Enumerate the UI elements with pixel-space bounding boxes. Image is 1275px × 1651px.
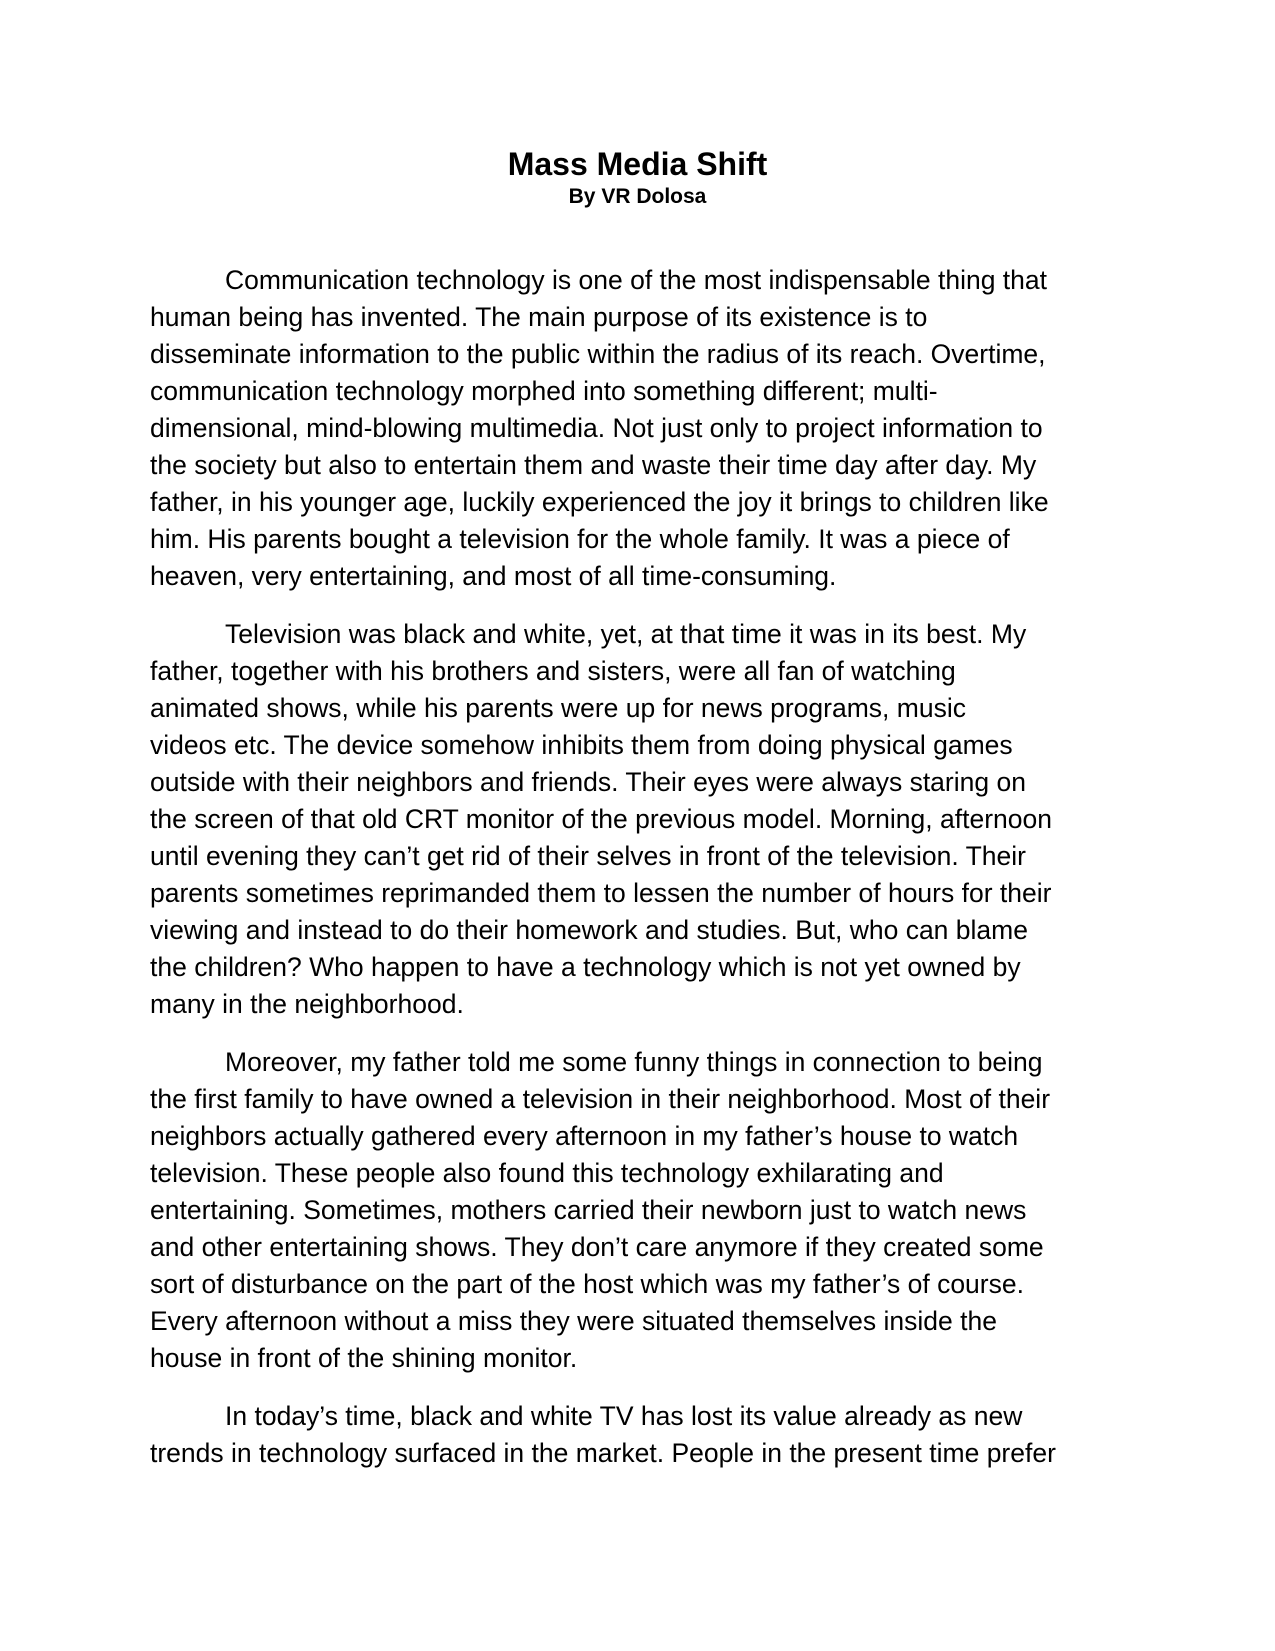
paragraph-2 bbox=[150, 616, 1110, 1023]
paragraph-line: trends in technology surfaced in the market. People in the present time prefer bbox=[150, 1438, 1056, 1468]
paragraph-line: parents sometimes reprimanded them to lessen the number of hours for their bbox=[150, 878, 1052, 908]
paragraph-line: television. These people also found this technology exhilarating and bbox=[150, 1158, 944, 1188]
document-title: Mass Media Shift bbox=[507, 146, 768, 182]
paragraph-line: sort of disturbance on the part of the host which was my father’s of course. bbox=[150, 1269, 1024, 1299]
document-body bbox=[150, 262, 1110, 1493]
paragraph-line: the children? Who happen to have a technology which is not yet owned by bbox=[150, 952, 1021, 982]
paragraph-line: the society but also to entertain them and waste their time day after day. My bbox=[150, 450, 1037, 480]
paragraph-line: animated shows, while his parents were up for news programs, music bbox=[150, 693, 966, 723]
paragraph-line: videos etc. The device somehow inhibits them from doing physical games bbox=[150, 730, 1013, 760]
paragraph-line: disseminate information to the public within the radius of its reach. Overtime, bbox=[150, 339, 1046, 369]
paragraph-line: Moreover, my father told me some funny things in connection to being bbox=[225, 1047, 1043, 1077]
paragraph-line: heaven, very entertaining, and most of all time-consuming. bbox=[150, 561, 837, 591]
paragraph-line: Communication technology is one of the most indispensable thing that bbox=[225, 265, 1047, 295]
paragraph-line: In today’s time, black and white TV has lost its value already as new bbox=[225, 1401, 1023, 1431]
paragraph-line: many in the neighborhood. bbox=[150, 989, 464, 1019]
paragraph-line: Television was black and white, yet, at that time it was in its best. My bbox=[225, 619, 1027, 649]
paragraph-line: and other entertaining shows. They don’t care anymore if they created some bbox=[150, 1232, 1044, 1262]
paragraph-4 bbox=[150, 1398, 1110, 1472]
paragraph-1 bbox=[150, 262, 1110, 595]
document-byline: By VR Dolosa bbox=[568, 185, 707, 208]
paragraph-3 bbox=[150, 1044, 1110, 1377]
paragraph-line: father, together with his brothers and sisters, were all fan of watching bbox=[150, 656, 956, 686]
paragraph-line: entertaining. Sometimes, mothers carried their newborn just to watch news bbox=[150, 1195, 1027, 1225]
paragraph-line: until evening they can’t get rid of their selves in front of the television. Their bbox=[150, 841, 1026, 871]
paragraph-line: communication technology morphed into something different; multi- bbox=[150, 376, 938, 406]
paragraph-line: viewing and instead to do their homework and studies. But, who can blame bbox=[150, 915, 1028, 945]
paragraph-line: neighbors actually gathered every afternoon in my father’s house to watch bbox=[150, 1121, 1019, 1151]
paragraph-line: him. His parents bought a television for the whole family. It was a piece of bbox=[150, 524, 1010, 554]
paragraph-line: the first family to have owned a television in their neighborhood. Most of their bbox=[150, 1084, 1051, 1114]
paragraph-line: house in front of the shining monitor. bbox=[150, 1343, 578, 1373]
paragraph-line: the screen of that old CRT monitor of the previous model. Morning, afternoon bbox=[150, 804, 1052, 834]
paragraph-line: Every afternoon without a miss they were situated themselves inside the bbox=[150, 1306, 997, 1336]
paragraph-line: outside with their neighbors and friends. Their eyes were always staring on bbox=[150, 767, 1026, 797]
paragraph-line: human being has invented. The main purpose of its existence is to bbox=[150, 302, 928, 332]
paragraph-line: dimensional, mind-blowing multimedia. Not just only to project information to bbox=[150, 413, 1043, 443]
paragraph-line: father, in his younger age, luckily experienced the joy it brings to children like bbox=[150, 487, 1049, 517]
